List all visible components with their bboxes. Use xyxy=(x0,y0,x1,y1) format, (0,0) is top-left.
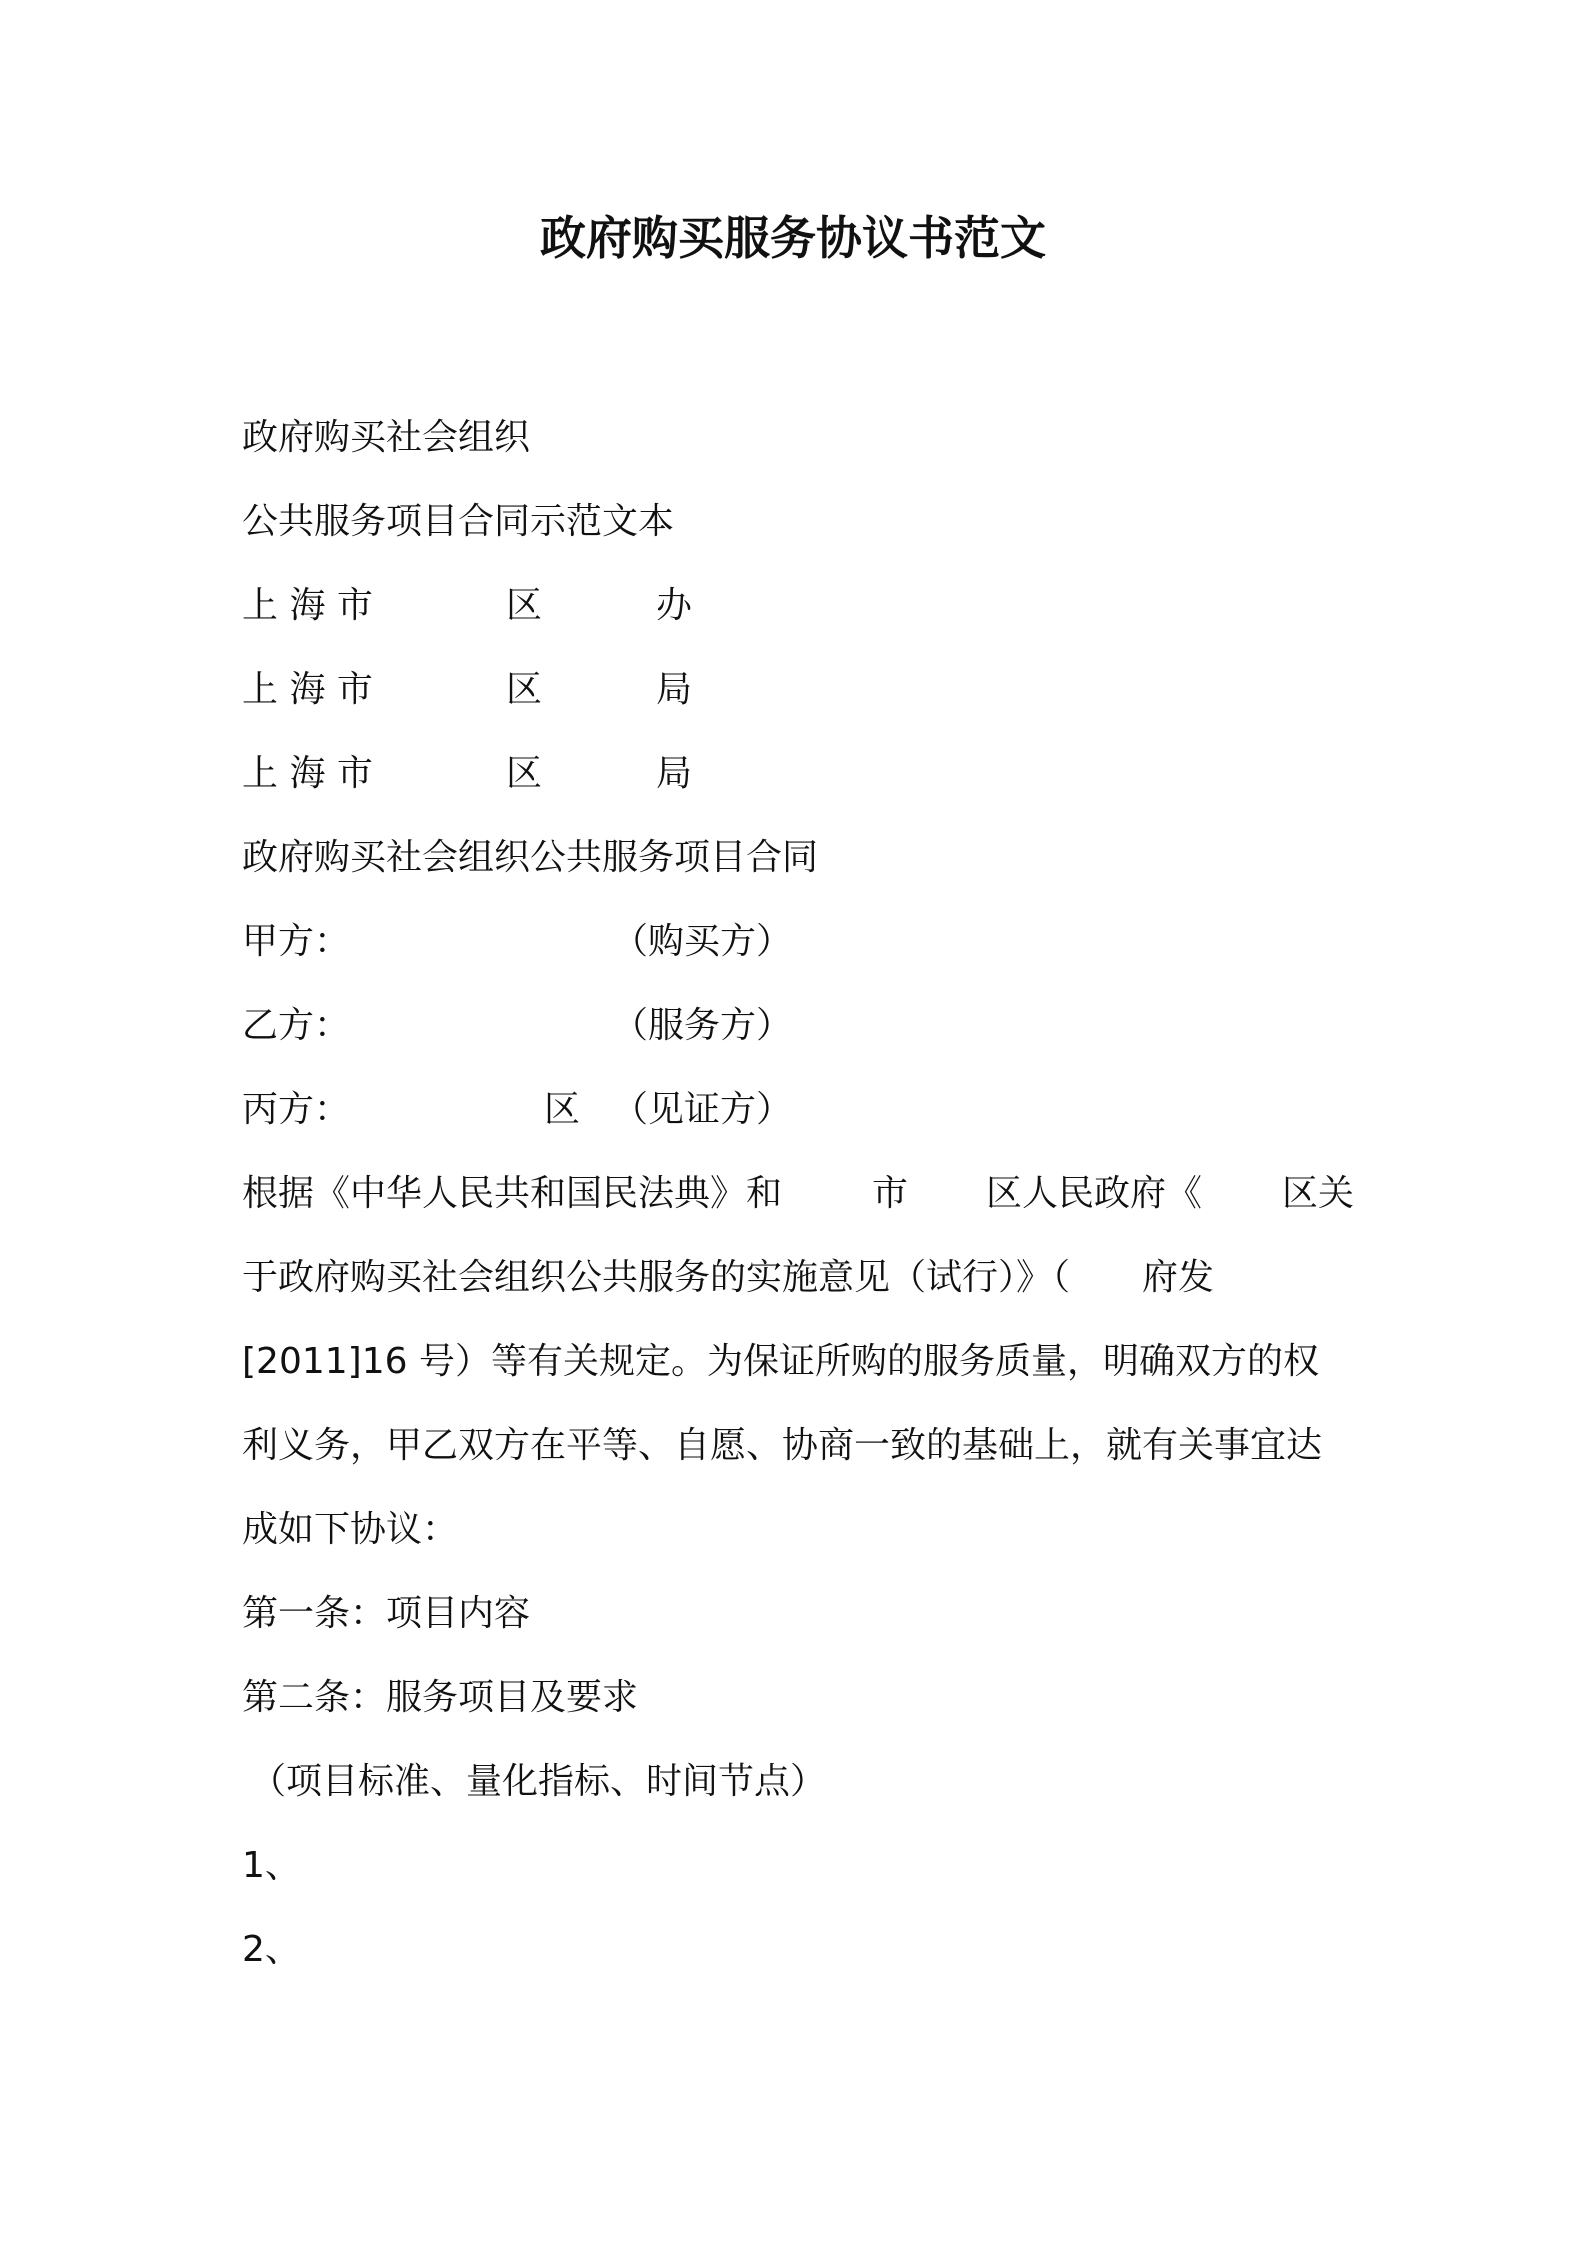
list-item-2: 2、 xyxy=(242,1929,301,1970)
party-a-role: （购买方） xyxy=(612,921,793,962)
para1-line1-a: 根据《中华人民共和国民法典》和 xyxy=(242,1173,783,1214)
district-2: 区 xyxy=(506,669,543,710)
subtitle-line-2: 公共服务项目合同示范文本 xyxy=(242,501,675,542)
office-1: 办 xyxy=(656,585,693,626)
contract-name: 政府购买社会组织公共服务项目合同 xyxy=(242,837,819,878)
para1-line2-b: 府发 xyxy=(1142,1257,1215,1298)
document-title: 政府购买服务协议书范文 xyxy=(540,211,1046,265)
party-c-label: 丙方： xyxy=(242,1089,351,1130)
bureau-3: 局 xyxy=(656,753,693,794)
party-c-role: （见证方） xyxy=(612,1089,793,1130)
shanghai-city-2: 上 海 市 xyxy=(242,669,373,710)
para1-line2-a: 于政府购买社会组织公共服务的实施意见（试行）》（ xyxy=(242,1257,1071,1298)
party-a-label: 甲方： xyxy=(242,921,351,962)
shanghai-city-3: 上 海 市 xyxy=(242,753,373,794)
party-b-label: 乙方： xyxy=(242,1005,351,1046)
para1-line1-b: 市 xyxy=(872,1173,909,1214)
article-2-heading: 第二条：服务项目及要求 xyxy=(242,1677,639,1718)
para1-line3: [2011]16 号）等有关规定。为保证所购的服务质量，明确双方的权 xyxy=(242,1341,1319,1382)
article-1-heading: 第一条：项目内容 xyxy=(242,1593,531,1634)
para1-line4: 利义务，甲乙双方在平等、自愿、协商一致的基础上，就有关事宜达 xyxy=(242,1425,1323,1466)
party-c-district: 区 xyxy=(544,1089,581,1130)
subtitle-line-1: 政府购买社会组织 xyxy=(242,417,531,458)
para1-line1-c: 区人民政府《 xyxy=(986,1173,1203,1214)
district-1: 区 xyxy=(506,585,543,626)
para1-line5: 成如下协议： xyxy=(242,1509,459,1550)
district-3: 区 xyxy=(506,753,543,794)
bureau-2: 局 xyxy=(656,669,693,710)
shanghai-city-1: 上 海 市 xyxy=(242,585,373,626)
para1-line1-d: 区关 xyxy=(1282,1173,1355,1214)
article-2-note: （项目标准、量化指标、时间节点） xyxy=(250,1761,827,1802)
list-item-1: 1、 xyxy=(242,1845,301,1886)
party-b-role: （服务方） xyxy=(612,1005,793,1046)
